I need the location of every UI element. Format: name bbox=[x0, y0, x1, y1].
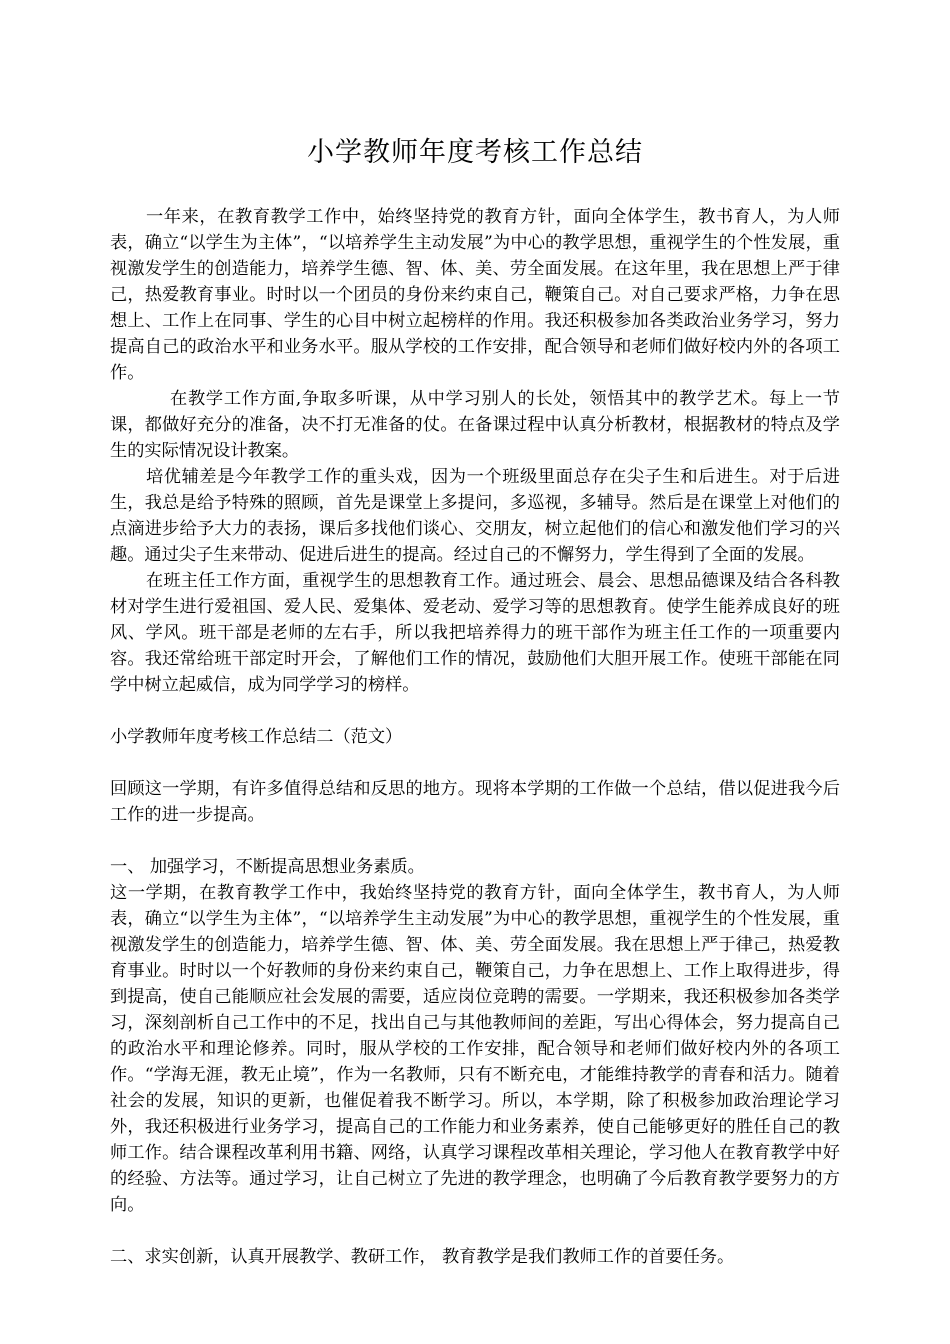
section-heading-2: 小学教师年度考核工作总结二（范文） bbox=[110, 727, 403, 747]
blank-line bbox=[110, 1218, 840, 1244]
blank-line bbox=[110, 828, 840, 854]
subheading-1: 一、 加强学习，不断提高思想业务素质。 bbox=[110, 857, 425, 877]
paragraph-intro: 一年来，在教育教学工作中，始终坚持党的教育方针，面向全体学生，教书育人，为人师表，确立“以学生为主体”，“以培养学生主动发展”为中心的教学思想，重视学生的个性发展，重视激发学生的创造能力，培养学生德、智、体、美、劳全面发展。在这年里，我在思想上严于律己，热爱教育事业。时时以一个团员的身份来约束自己，鞭策自己。对自己要求严格，力争在思想上、工作上在同事、学生的心目中树立起榜样的作用。我还积极参加各类政治业务学习，努力提高自己的政治水平和业务水平。服从学校的工作安排，配合领导和老师们做好校内外的各项工作。 bbox=[110, 207, 840, 383]
paragraph-tutoring: 培优辅差是今年教学工作的重头戏，因为一个班级里面总存在尖子生和后进生。对于后进生，我总是给予特殊的照顾，首先是课堂上多提问，多巡视，多辅导。然后是在课堂上对他们的点滴进步给予大力的表扬，课后多找他们谈心、交朋友，树立起他们的信心和激发他们学习的兴趣。通过尖子生来带动、促进后进生的提高。经过自己的不懈努力，学生得到了全面的发展。 bbox=[110, 467, 840, 565]
paragraph-class-teacher: 在班主任工作方面，重视学生的思想教育工作。通过班会、晨会、思想品德课及结合各科教材对学生进行爱祖国、爱人民、爱集体、爱老动、爱学习等的思想教育。使学生能养成良好的班风、学风。班干部是老师的左右手，所以我把培养得力的班干部作为班主任工作的一项重要内容。我还常给班干部定时开会，了解他们工作的情况，鼓励他们大胆开展工作。使班干部能在同学中树立起威信，成为同学学习的榜样。 bbox=[110, 571, 840, 695]
subheading-2: 二、求实创新，认真开展教学、教研工作， 教育教学是我们教师工作的首要任务。 bbox=[110, 1247, 735, 1267]
paragraph-review: 回顾这一学期，有许多值得总结和反思的地方。现将本学期的工作做一个总结，借以促进我今后工作的进一步提高。 bbox=[110, 779, 840, 825]
paragraph-study: 这一学期，在教育教学工作中，我始终坚持党的教育方针，面向全体学生，教书育人，为人师表，确立“以学生为主体”，“以培养学生主动发展”为中心的教学思想，重视学生的个性发展，重视激发学生的创造能力，培养学生德、智、体、美、劳全面发展。我在思想上严于律己，热爱教育事业。时时以一个好教师的身份来约束自己，鞭策自己，力争在思想上、工作上取得进步，得到提高，使自己能顺应社会发展的需要，适应岗位竞聘的需要。一学期来，我还积极参加各类学习，深刻剖析自己工作中的不足，找出自己与其他教师间的差距，写出心得体会，努力提高自己的政治水平和理论修养。同时，服从学校的工作安排，配合领导和老师们做好校内外的各项工作。“学海无涯，教无止境”，作为一名教师，只有不断充电，才能维持教学的青春和活力。随着社会的发展，知识的更新，也催促着我不断学习。所以，本学期，除了积极参加政治理论学习外，我还积极进行业务学习，提高自己的工作能力和业务素养，使自己能够更好的胜任自己的教师工作。结合课程改革利用书籍、网络，认真学习课程改革相关理论，学习他人在教育教学中好的经验、方法等。通过学习，让自己树立了先进的教学理念，也明确了今后教育教学要努力的方向。 bbox=[110, 883, 840, 1215]
document-title: 小学教师年度考核工作总结 bbox=[307, 137, 643, 168]
blank-line bbox=[110, 750, 840, 776]
blank-line bbox=[110, 698, 840, 724]
paragraph-teaching: 在教学工作方面,争取多听课，从中学习别人的长处，领悟其中的教学艺术。每上一节课，都做好充分的准备，决不打无准备的仗。在备课过程中认真分析教材，根据教材的特点及学生的实际情况设计教案。 bbox=[110, 389, 840, 461]
